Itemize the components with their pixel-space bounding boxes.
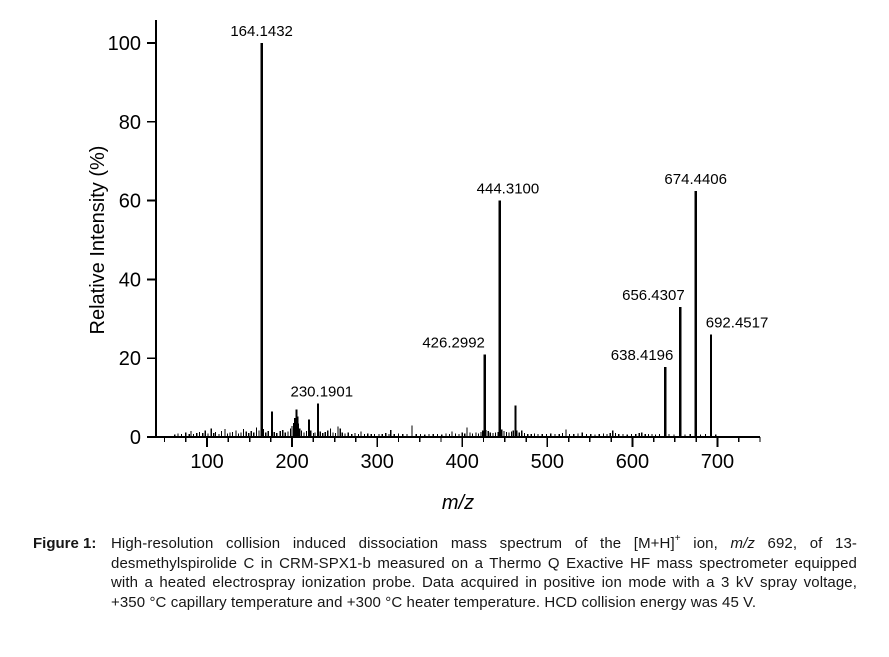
caption-segment: High-resolution collision induced dissociation mass spectrum of the [M+H]: [111, 535, 675, 552]
caption-segment: 692, of 13-desmethylspirolide C in CRM-SPX1-b measured on a Thermo Q Exactive HF mass spectrometer equipped with a heated electrospray ionization probe. Data acquired in positive ion mode with a 3 kV spray voltage, +350 °C capillary temperature and +300 °C heater temperature. HCD collision energy was 45 V.: [111, 535, 858, 611]
peak-label: 230.1901: [290, 383, 354, 401]
x-tick-label: 200: [275, 451, 309, 473]
peak-label: 656.4307: [622, 286, 685, 304]
y-tick-label: 40: [118, 269, 141, 292]
figure-caption-text: [111, 534, 857, 612]
x-tick-label: 700: [700, 451, 735, 473]
peak-label: 444.3100: [476, 180, 540, 198]
y-tick-label: 20: [118, 348, 141, 371]
y-tick-label: 0: [129, 427, 141, 449]
y-tick-label: 100: [107, 33, 141, 55]
y-axis-title: Relative Intensity (%): [87, 145, 109, 335]
x-axis-title: m/z: [441, 492, 475, 514]
peak-label: 426.2992: [422, 334, 485, 352]
figure-caption-label: Figure 1:: [33, 535, 97, 552]
peak-label: 674.4406: [664, 170, 728, 188]
x-tick-label: 300: [360, 451, 394, 473]
x-tick-label: 100: [190, 451, 224, 473]
caption-mz-italic: m/z: [730, 535, 755, 552]
peak-label: 164.1432: [230, 23, 293, 40]
y-tick-label: 80: [118, 111, 141, 134]
caption-segment: ion,: [680, 535, 731, 552]
figure-caption: [33, 534, 857, 612]
caption-superscript-plus: +: [674, 533, 681, 544]
x-tick-label: 400: [445, 451, 479, 473]
x-tick-label: 600: [615, 451, 650, 473]
x-tick-label: 500: [530, 451, 565, 473]
peak-label: 692.4517: [705, 314, 769, 332]
y-tick-label: 60: [118, 190, 141, 213]
peak-label: 638.4196: [610, 346, 674, 364]
